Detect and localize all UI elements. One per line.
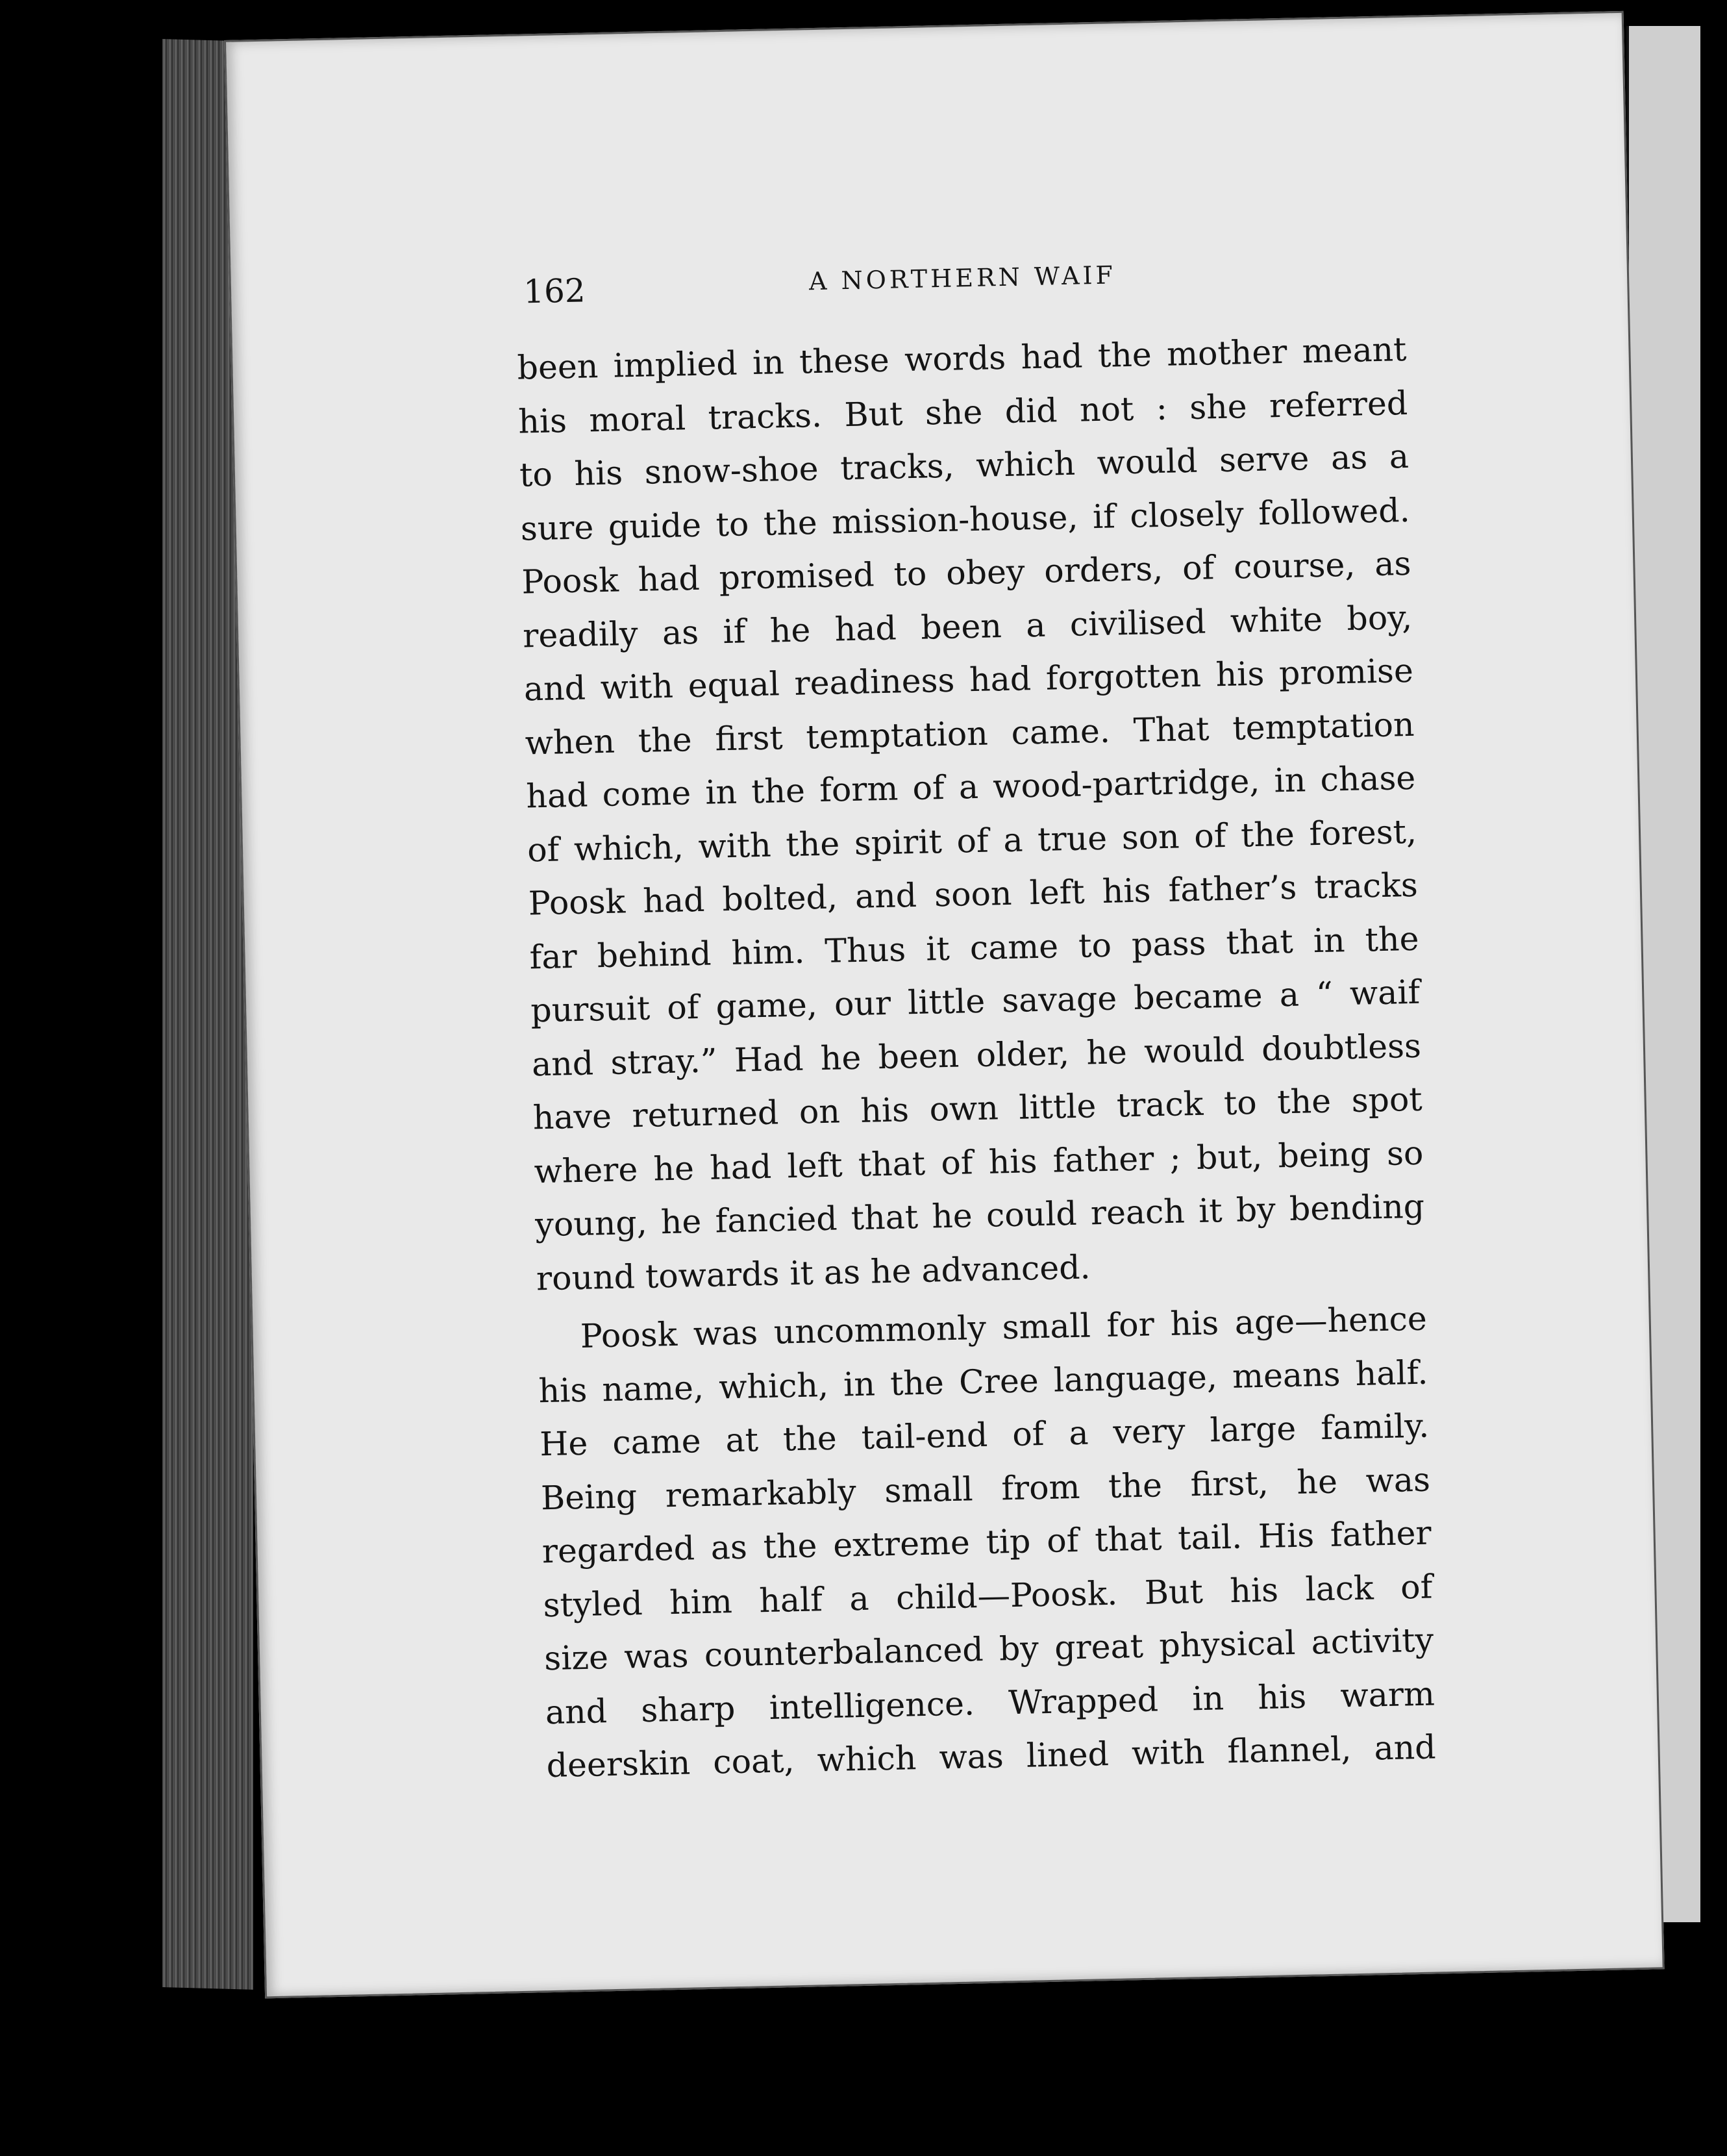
text-line: to his snow-shoe tracks, which would serve as a — [519, 436, 1410, 494]
text-line: and with equal readiness had forgotten his promise — [523, 651, 1414, 708]
text-line: Poosk was uncommonly small for his age—hence — [580, 1299, 1428, 1355]
text-line: when the first temptation came. That temptation — [525, 705, 1415, 762]
text-line: have returned on his own little track to the spot — [532, 1079, 1423, 1137]
text-line: round towards it as he advanced. — [536, 1247, 1091, 1297]
text-line: of which, with the spirit of a true son of the forest, — [527, 812, 1417, 869]
running-head — [523, 253, 1497, 311]
page-number: 162 — [523, 271, 586, 311]
text-line: pursuit of game, our little savage became a “ waif — [530, 972, 1421, 1030]
book-page — [224, 11, 1665, 1998]
text-line: sure guide to the mission-house, if closely followed. — [520, 490, 1411, 548]
text-line: had come in the form of a wood-partridge, in chase — [525, 758, 1416, 816]
paragraph-2 — [537, 1292, 1436, 1793]
text-line: He came at the tail-end of a very large family. — [539, 1406, 1430, 1464]
text-line: regarded as the extreme tip of that tail. His father — [541, 1513, 1432, 1571]
text-line: been implied in these words had the mother meant — [517, 329, 1407, 387]
running-title: A NORTHERN WAIF — [808, 260, 1117, 296]
text-line: Poosk had promised to obey orders, of course, as — [521, 544, 1411, 601]
text-line: his moral tracks. But she did not : she referred — [517, 383, 1408, 441]
text-line: and stray.” Had he been older, he would doubtless — [531, 1026, 1422, 1083]
text-line: styled him half a child—Poosk. But his lack of — [542, 1567, 1433, 1624]
text-line: young, he fancied that he could reach it by bending — [534, 1186, 1425, 1244]
text-line: his name, which, in the Cree language, means half. — [538, 1353, 1428, 1410]
paragraph-1 — [517, 323, 1426, 1305]
text-line: Poosk had bolted, and soon left his father’s tracks — [528, 865, 1419, 923]
text-line: far behind him. Thus it came to pass that in the — [529, 919, 1419, 976]
text-line: Being remarkably small from the first, he was — [540, 1460, 1431, 1517]
text-line: deerskin coat, which was lined with flannel, and — [546, 1727, 1437, 1785]
text-line: size was counterbalanced by great physical activity — [543, 1620, 1434, 1678]
body-text — [517, 323, 1437, 1793]
text-line: readily as if he had been a civilised white boy, — [522, 597, 1413, 655]
text-line: and sharp intelligence. Wrapped in his warm — [545, 1674, 1435, 1731]
text-line: where he had left that of his father ; but, being so — [533, 1133, 1424, 1190]
